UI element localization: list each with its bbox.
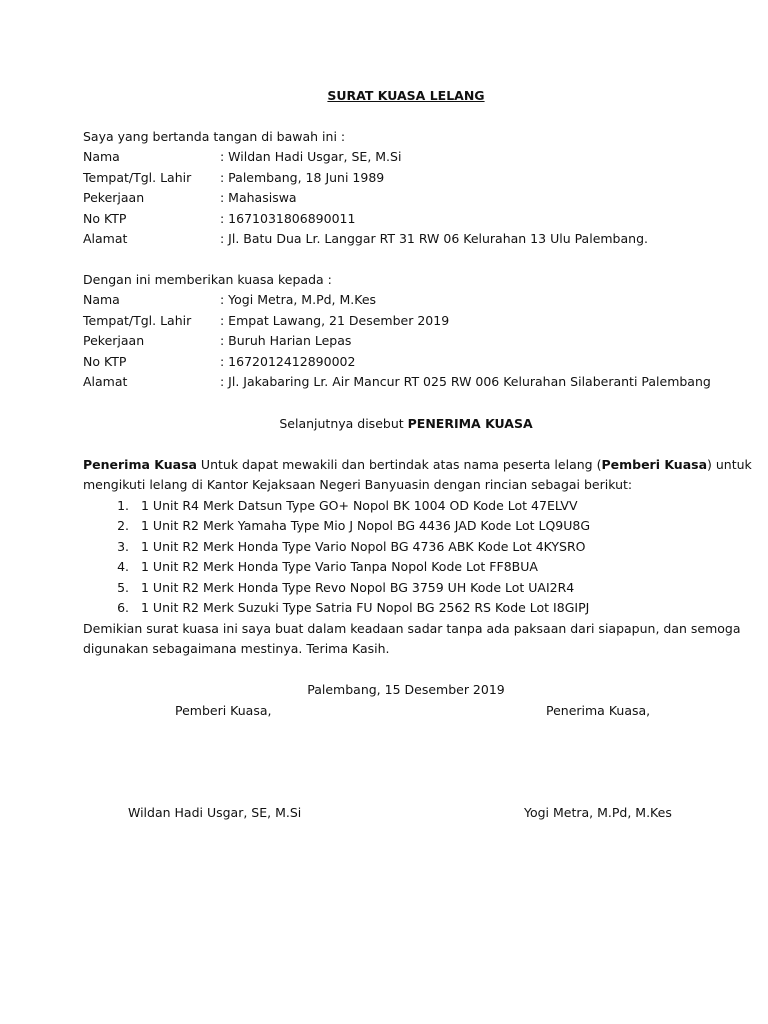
auction-items-list bbox=[83, 496, 743, 618]
list-item-text: 1 Unit R2 Merk Yamaha Type Mio J Nopol BG 4436 JAD Kode Lot LQ9U8G bbox=[141, 518, 591, 534]
list-item-text: 1 Unit R2 Merk Honda Type Revo Nopol BG 3759 UH Kode Lot UAI2R4 bbox=[141, 579, 575, 595]
closing-line-1: Demikian surat kuasa ini saya buat dalam keadaan sadar tanpa ada paksaan dari siapapun, dan semoga bbox=[83, 621, 741, 636]
document-title: SURAT KUASA LELANG bbox=[327, 88, 485, 103]
field-value: : Jl. Jakabaring Lr. Air Mancur RT 025 RW 006 Kelurahan Silaberanti Palembang bbox=[220, 373, 711, 389]
grantor-field-occupation bbox=[83, 188, 743, 208]
field-label: Nama bbox=[83, 149, 120, 165]
grantee-field-ktp bbox=[83, 352, 743, 372]
list-item bbox=[83, 537, 743, 557]
grantor-field-name bbox=[83, 147, 743, 167]
purpose-term-grantee: Penerima Kuasa bbox=[83, 457, 197, 472]
grantor-field-ktp bbox=[83, 209, 743, 229]
field-value: : Wildan Hadi Usgar, SE, M.Si bbox=[220, 149, 402, 165]
purpose-text-1: Untuk dapat mewakili dan bertindak atas nama peserta lelang ( bbox=[196, 457, 602, 472]
field-label: Pekerjaan bbox=[83, 190, 145, 206]
grantor-role-label: Pemberi Kuasa, bbox=[175, 703, 272, 718]
designation-line bbox=[0, 414, 768, 434]
grantee-role-label: Penerima Kuasa, bbox=[546, 703, 651, 718]
field-label: No KTP bbox=[83, 353, 127, 369]
list-item-number: 5. bbox=[117, 579, 129, 595]
list-item-number: 1. bbox=[117, 498, 129, 513]
grantee-signature-name: Yogi Metra, M.Pd, M.Kes bbox=[524, 805, 672, 820]
purpose-paragraph bbox=[83, 455, 752, 496]
field-value: : Palembang, 18 Juni 1989 bbox=[220, 169, 385, 185]
list-item bbox=[83, 598, 743, 618]
field-value: : Empat Lawang, 21 Desember 2019 bbox=[220, 312, 450, 328]
closing-line-2: digunakan sebagaimana mestinya. Terima Kasih. bbox=[83, 641, 390, 657]
list-item bbox=[83, 557, 743, 577]
grantor-field-birth bbox=[83, 168, 743, 188]
list-item-number: 2. bbox=[117, 518, 129, 534]
list-item-number: 3. bbox=[117, 538, 129, 554]
list-item bbox=[83, 578, 743, 598]
field-value: : Yogi Metra, M.Pd, M.Kes bbox=[220, 292, 377, 308]
grantor-intro: Saya yang bertanda tangan di bawah ini : bbox=[83, 129, 346, 144]
purpose-line-1 bbox=[83, 455, 752, 475]
grantor-field-address bbox=[83, 229, 743, 249]
grantee-intro: Dengan ini memberikan kuasa kepada : bbox=[83, 272, 332, 287]
field-label: Alamat bbox=[83, 230, 128, 246]
field-label: Nama bbox=[83, 292, 120, 308]
purpose-text-2: ) untuk bbox=[707, 457, 752, 472]
list-item-number: 4. bbox=[117, 559, 129, 575]
purpose-term-grantor: Pemberi Kuasa bbox=[601, 457, 708, 472]
grantor-section bbox=[83, 127, 743, 249]
grantor-signature-name: Wildan Hadi Usgar, SE, M.Si bbox=[128, 805, 302, 820]
grantee-field-birth bbox=[83, 311, 743, 331]
field-label: Pekerjaan bbox=[83, 333, 145, 349]
purpose-line-2: mengikuti lelang di Kantor Kejaksaan Negeri Banyuasin dengan rincian sebagai berikut: bbox=[83, 477, 633, 493]
designation-prefix: Selanjutnya disebut bbox=[279, 416, 408, 431]
list-item-text: 1 Unit R2 Merk Suzuki Type Satria FU Nopol BG 2562 RS Kode Lot I8GIPJ bbox=[141, 599, 590, 615]
list-item-text: 1 Unit R4 Merk Datsun Type GO+ Nopol BK 1004 OD Kode Lot 47ELVV bbox=[141, 498, 578, 513]
field-label: Tempat/Tgl. Lahir bbox=[83, 312, 192, 328]
grantee-section bbox=[83, 270, 743, 392]
grantee-field-occupation bbox=[83, 331, 743, 351]
list-item bbox=[83, 496, 743, 516]
field-value: : 1672012412890002 bbox=[220, 353, 356, 369]
list-item-number: 6. bbox=[117, 599, 129, 615]
field-value: : 1671031806890011 bbox=[220, 210, 356, 226]
grantee-field-address bbox=[83, 372, 743, 392]
list-item bbox=[83, 516, 743, 536]
list-item-text: 1 Unit R2 Merk Honda Type Vario Tanpa Nopol Kode Lot FF8BUA bbox=[141, 559, 538, 575]
place-date: Palembang, 15 Desember 2019 bbox=[307, 682, 505, 697]
field-value: : Buruh Harian Lepas bbox=[220, 333, 352, 349]
field-label: Tempat/Tgl. Lahir bbox=[83, 169, 192, 185]
field-label: Alamat bbox=[83, 373, 128, 389]
closing-paragraph bbox=[83, 619, 743, 660]
designation-term: PENERIMA KUASA bbox=[407, 416, 533, 431]
list-item-text: 1 Unit R2 Merk Honda Type Vario Nopol BG 4736 ABK Kode Lot 4KYSRO bbox=[141, 538, 586, 554]
field-value: : Jl. Batu Dua Lr. Langgar RT 31 RW 06 Kelurahan 13 Ulu Palembang. bbox=[220, 230, 648, 246]
grantee-field-name bbox=[83, 290, 743, 310]
field-label: No KTP bbox=[83, 210, 127, 226]
field-value: : Mahasiswa bbox=[220, 190, 297, 206]
